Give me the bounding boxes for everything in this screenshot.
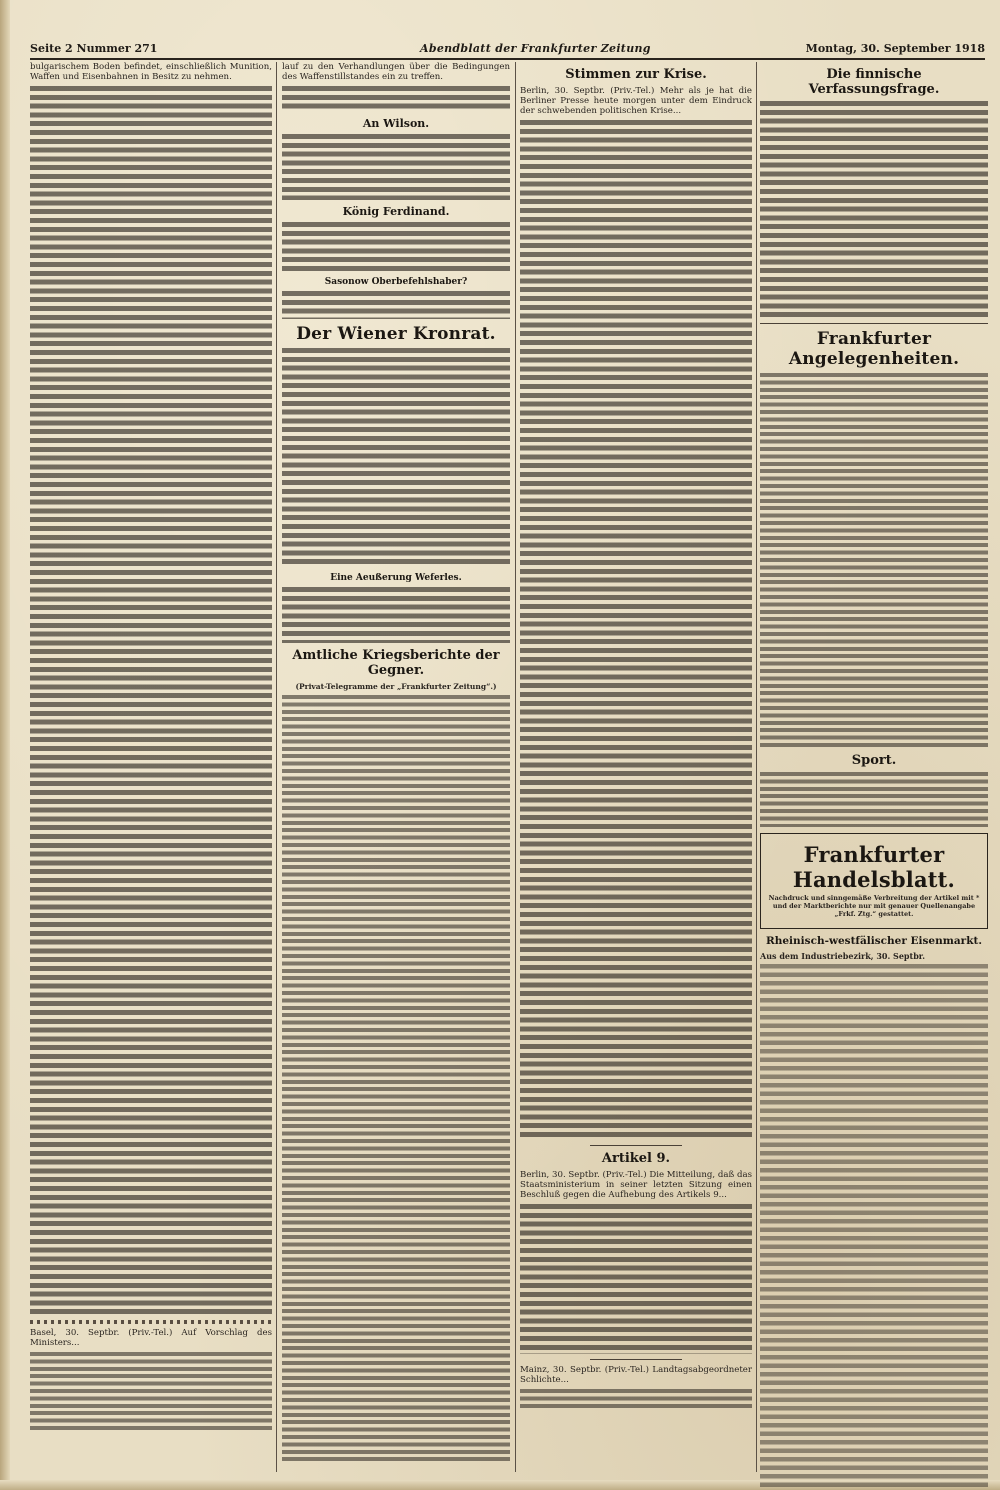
page-edge-shadow: [0, 0, 10, 1490]
column-divider: [756, 62, 757, 1472]
separator: [30, 1320, 272, 1324]
article-body: [282, 134, 510, 200]
article-body: [30, 86, 272, 1316]
page-number: Seite 2 Nummer 271: [30, 42, 158, 55]
column-3: [520, 62, 752, 1409]
page-header: [30, 42, 985, 58]
dateline: Aus dem Industriebezirk, 30. Septbr.: [760, 951, 926, 961]
section-heading: Stimmen zur Krise.: [565, 67, 707, 82]
section-heading: Frankfurter Handelsblatt.: [792, 842, 956, 892]
news-item-body: [30, 1352, 272, 1432]
article-body: [282, 222, 510, 272]
column-divider: [276, 62, 277, 1472]
article-text: bulgarischem Boden befindet, einschließlich Munition, Waffen und Eisenbahnen in Besitz zu nehmen.: [30, 62, 272, 82]
section-heading: Rheinisch-westfälischer Eisenmarkt.: [766, 935, 982, 947]
war-reports-body: [282, 695, 510, 1463]
article-body: [760, 772, 988, 827]
copyright-note: Nachdruck und sinngemäße Verbreitung der Artikel mit * und der Marktberichte nur mit genauer Quellenangabe „Frkf. Ztg.“ gestattet.: [768, 894, 980, 918]
section-heading: Amtliche Kriegsberichte der Gegner.: [292, 648, 500, 678]
header-rule: [30, 58, 985, 60]
section-heading: Die finnische Verfassungsfrage.: [808, 67, 940, 97]
article-body: [282, 348, 510, 568]
separator: [590, 1145, 683, 1146]
section-heading: Frankfurter Angelegenheiten.: [788, 329, 960, 369]
separator: [590, 1359, 683, 1360]
section-heading: Sport.: [851, 753, 897, 768]
section-heading: An Wilson.: [362, 117, 430, 130]
column-4: [760, 62, 988, 1490]
column-divider: [515, 62, 516, 1472]
section-heading: Artikel 9.: [601, 1151, 671, 1166]
handelsblatt-banner: [760, 833, 988, 929]
article-body: [282, 291, 510, 319]
article-body: [760, 373, 988, 748]
column-1: [30, 62, 272, 1432]
issue-date: Montag, 30. September 1918: [805, 42, 985, 55]
article-lead: Berlin, 30. Septbr. (Priv.-Tel.) Die Mitteilung, daß das Staatsministerium in seiner letzten Sitzung einen Beschluß gegen die Aufhebung des Artikels 9...: [520, 1170, 752, 1200]
article-body: [760, 101, 988, 319]
section-heading: Eine Aeußerung Weferles.: [330, 573, 462, 583]
article-body: [520, 1204, 752, 1354]
news-item-body: [520, 1389, 752, 1409]
separator: [760, 323, 988, 324]
column-2: [282, 62, 510, 1463]
news-item: Basel, 30. Septbr. (Priv.-Tel.) Auf Vorschlag des Ministers...: [30, 1328, 272, 1348]
section-heading: Sasonow Oberbefehlshaber?: [324, 277, 468, 287]
article-text: lauf zu den Verhandlungen über die Bedingungen des Waffenstillstandes ein zu treffen.: [282, 62, 510, 82]
article-body: [282, 86, 510, 112]
section-heading: König Ferdinand.: [342, 205, 450, 218]
masthead-title: Abendblatt der Frankfurter Zeitung: [420, 42, 651, 55]
article-lead: Berlin, 30. Septbr. (Priv.-Tel.) Mehr als je hat die Berliner Presse heute morgen unter dem Eindruck der schwebenden politischen Krise...: [520, 86, 752, 116]
article-body: [282, 587, 510, 643]
news-item: Mainz, 30. Septbr. (Priv.-Tel.) Landtagsabgeordneter Schlichte...: [520, 1365, 752, 1385]
article-body: [520, 120, 752, 1140]
section-subheading: (Privat-Telegramme der „Frankfurter Zeitung“.): [295, 682, 497, 691]
section-heading: Der Wiener Kronrat.: [296, 324, 496, 344]
article-body: [760, 964, 988, 1490]
